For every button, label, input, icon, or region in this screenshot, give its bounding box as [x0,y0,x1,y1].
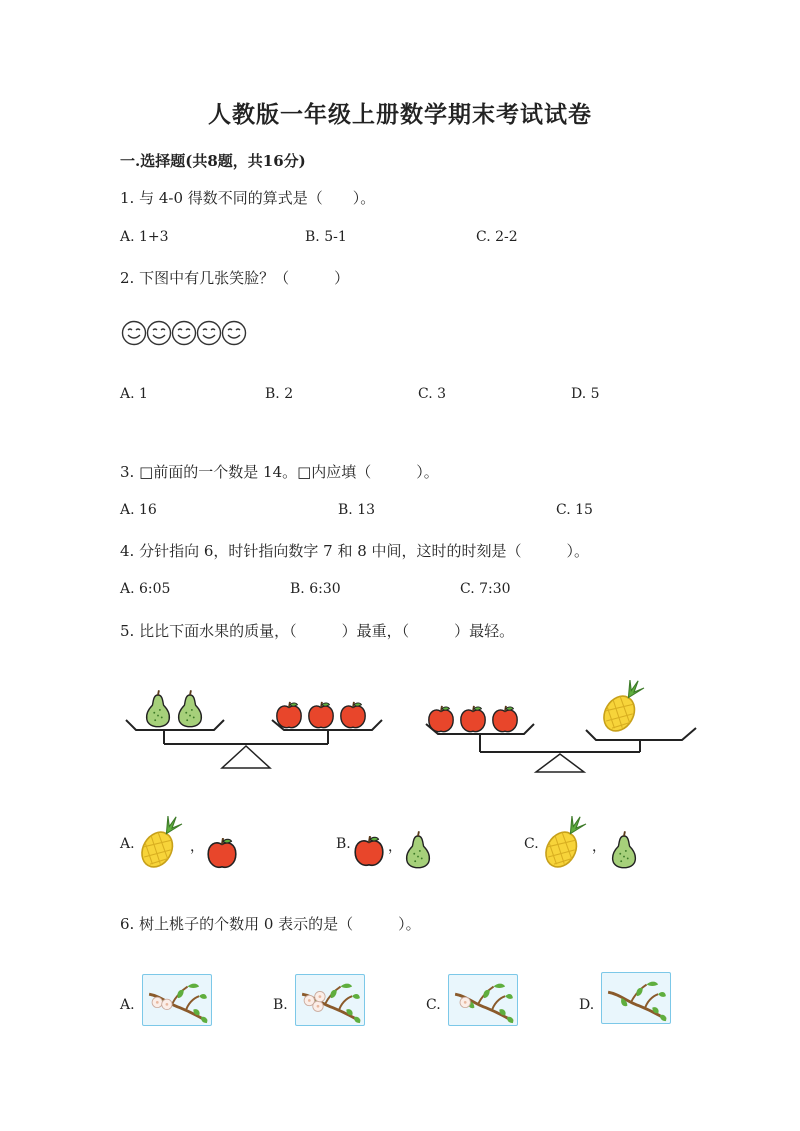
apple-icon [205,836,239,870]
q2-option-b[interactable]: B. 2 [265,386,294,402]
pineapple-icon [598,674,650,737]
peach-icon [313,1001,323,1011]
apple-icon [341,702,365,728]
peach-branch-image-a [142,974,212,1026]
smiley-icon [121,320,147,346]
apple-icon [277,702,301,728]
q1-option-c[interactable]: C. 2-2 [476,229,518,245]
apple-icon [429,706,453,732]
peach-branch-image-c [448,974,518,1026]
peach-icon [152,997,162,1007]
pineapple-icon [538,816,592,870]
question-6: 6. 树上桃子的个数用 0 表示的是（ ）。 [120,915,421,933]
q5-separator: ， [592,839,606,855]
peach-icon [460,997,470,1007]
apple-icon [461,706,485,732]
q4-option-b[interactable]: B. 6:30 [290,581,341,597]
question-2: 2. 下图中有几张笑脸？（ ） [120,269,350,287]
balance-scale-1 [124,688,384,772]
q2-option-c[interactable]: C. 3 [418,386,447,402]
q5-separator: ， [190,839,204,855]
pear-icon [179,690,202,726]
question-5: 5. 比比下面水果的质量，（ ）最重，（ ）最轻。 [120,622,515,640]
q5-option-c[interactable]: C. [524,836,539,852]
question-1: 1. 与 4-0 得数不同的算式是（ ）。 [120,189,376,207]
peach-icon [315,991,325,1001]
peach-icon [162,999,172,1009]
apple-icon [309,702,333,728]
q3-option-c[interactable]: C. 15 [556,502,593,518]
q1-option-b[interactable]: B. 5-1 [305,229,347,245]
smiley-icon [196,320,222,346]
pear-icon [404,830,432,870]
pineapple-icon [134,816,188,870]
q2-option-a[interactable]: A. 1 [120,386,148,402]
q6-option-b[interactable]: B. [273,997,288,1013]
smiley-icon [171,320,197,346]
smiley-icon [221,320,247,346]
peach-branch-image-b [295,974,365,1026]
question-4: 4. 分针指向 6，时针指向数字 7 和 8 中间，这时的时刻是（ ）。 [120,542,590,560]
q6-option-c[interactable]: C. [426,997,441,1013]
apple-icon [352,834,386,868]
apple-icon [493,706,517,732]
question-3: 3. □前面的一个数是 14。□内应填（ ）。 [120,463,439,481]
peach-branch-image-d [601,972,671,1024]
q6-option-d[interactable]: D. [579,997,595,1013]
q4-option-c[interactable]: C. 7:30 [460,581,511,597]
q6-option-a[interactable]: A. [120,997,135,1013]
q2-option-d[interactable]: D. 5 [571,386,600,402]
q4-option-a[interactable]: A. 6:05 [120,581,171,597]
q1-option-a[interactable]: A. 1+3 [120,229,169,245]
q5-separator: ， [388,839,402,855]
smiley-row [121,320,251,346]
page-title: 人教版一年级上册数学期末考试试卷 [208,101,592,128]
smiley-icon [146,320,172,346]
pear-icon [147,690,170,726]
section-heading: 一.选择题(共8题，共16分) [120,152,306,170]
pear-icon [610,830,638,870]
q5-option-b[interactable]: B. [336,836,351,852]
q3-option-a[interactable]: A. 16 [120,502,157,518]
balance-scale-2 [424,680,700,774]
q5-option-a[interactable]: A. [120,836,135,852]
q3-option-b[interactable]: B. 13 [338,502,376,518]
